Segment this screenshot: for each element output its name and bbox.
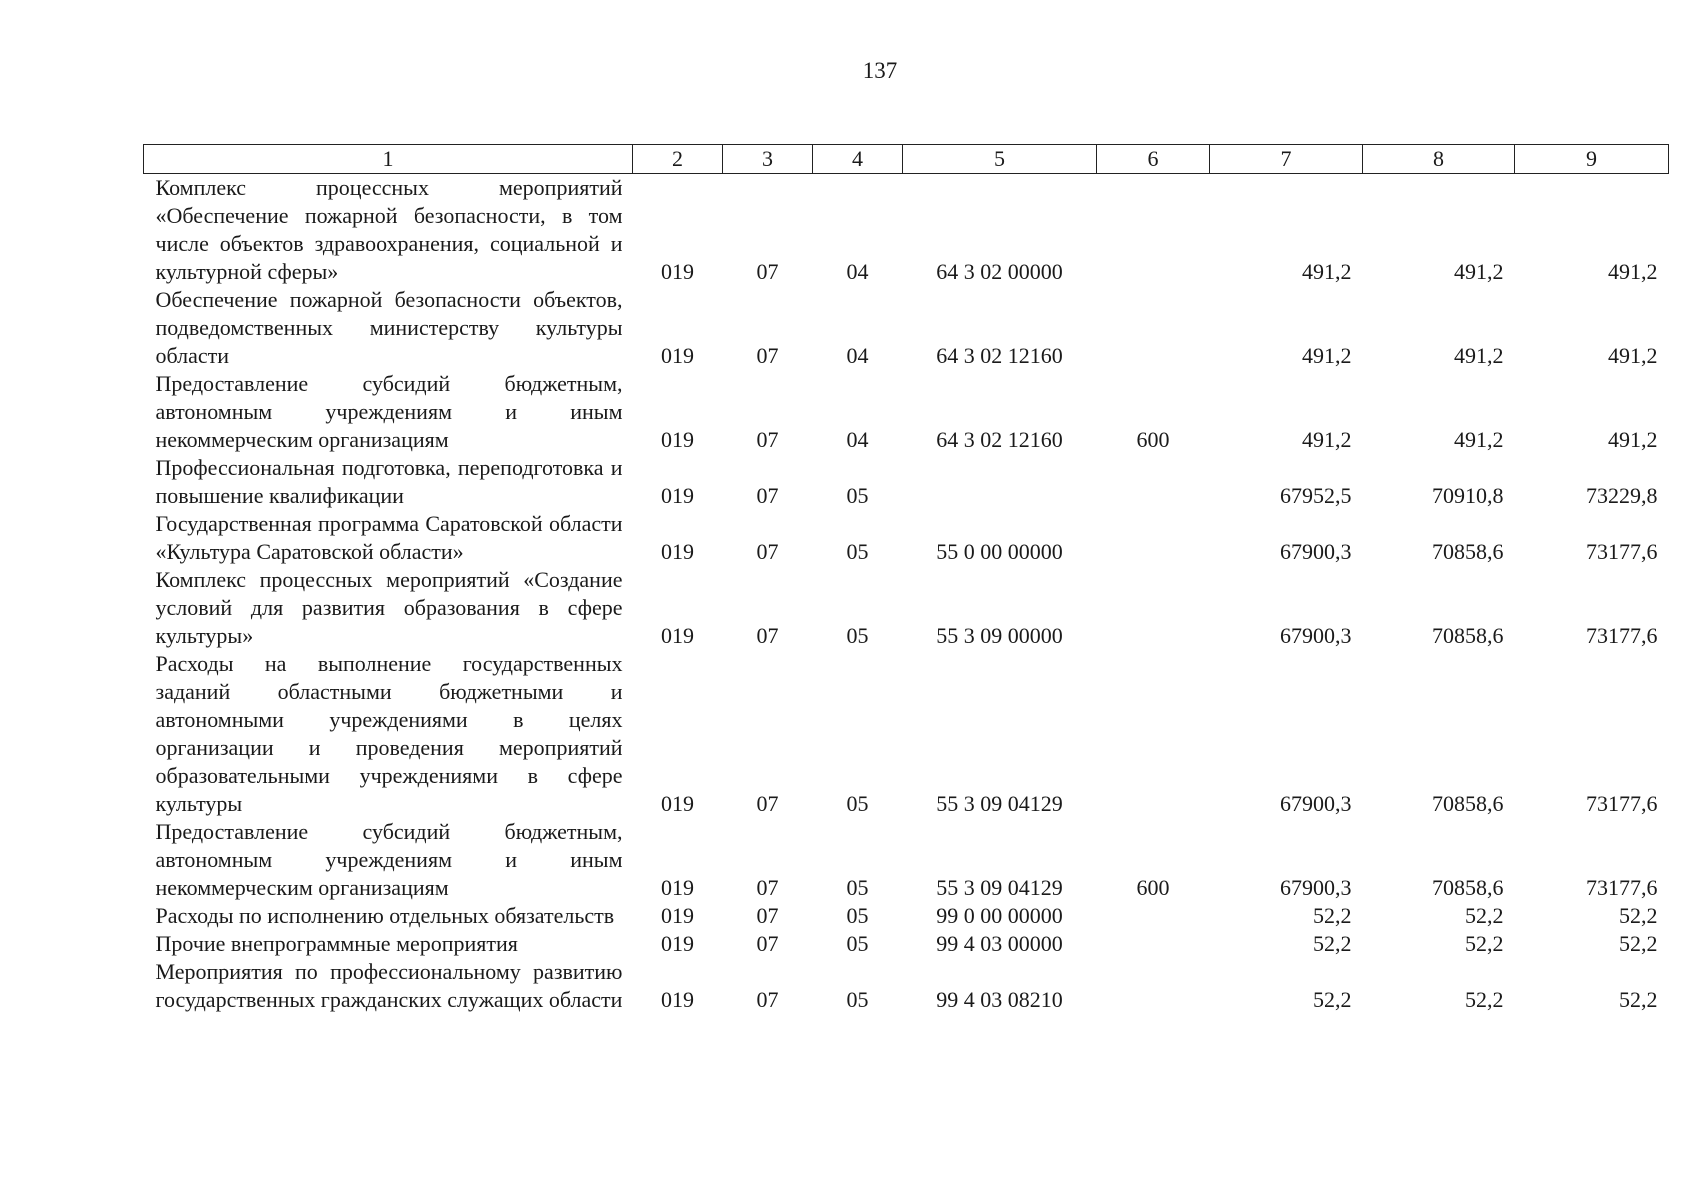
- amount-col-8: 70858,6: [1432, 791, 1504, 816]
- expense-name: Предоставление субсидий бюджетным, автономным учреждениям и иным некоммерческим организациям: [155, 371, 623, 452]
- expense-type-code: [1097, 454, 1210, 510]
- table-row: [144, 370, 1669, 454]
- section-code: 07: [756, 875, 779, 900]
- expense-type-code: [1097, 566, 1210, 650]
- ministry-code: 019: [661, 931, 694, 956]
- section-code: 07: [756, 427, 779, 452]
- table-row: [144, 902, 1669, 930]
- amount-col-7: 67900,3: [1280, 791, 1352, 816]
- amount-col-9: 52,2: [1619, 903, 1658, 928]
- amount-col-7: 52,2: [1313, 987, 1352, 1012]
- table-row: [144, 818, 1669, 902]
- expense-type-code: [1097, 650, 1210, 818]
- amount-col-9: 52,2: [1619, 987, 1658, 1012]
- header-col-3: 3: [723, 145, 813, 174]
- amount-col-7: 52,2: [1313, 931, 1352, 956]
- header-col-7: 7: [1210, 145, 1363, 174]
- ministry-code: 019: [661, 343, 694, 368]
- header-col-8: 8: [1363, 145, 1515, 174]
- section-code: 07: [756, 931, 779, 956]
- expense-type-code: 600: [1136, 427, 1170, 452]
- amount-col-8: 70910,8: [1432, 483, 1504, 508]
- header-col-1: 1: [144, 145, 633, 174]
- subsection-code: 04: [846, 343, 869, 368]
- target-article-code: 64 3 02 12160: [936, 343, 1063, 368]
- subsection-code: 05: [846, 623, 869, 648]
- subsection-code: 05: [846, 791, 869, 816]
- subsection-code: 05: [846, 987, 869, 1012]
- amount-col-7: 67900,3: [1280, 539, 1352, 564]
- target-article-code: 99 4 03 08210: [936, 987, 1063, 1012]
- table-row: [144, 454, 1669, 510]
- header-col-9: 9: [1515, 145, 1669, 174]
- header-row: [144, 145, 1669, 174]
- expense-name: Расходы по исполнению отдельных обязательств: [155, 903, 615, 928]
- expense-name: Мероприятия по профессиональному развитию государственных гражданских служащих области: [155, 959, 623, 1012]
- amount-col-8: 52,2: [1465, 903, 1504, 928]
- table-body: [144, 174, 1669, 1015]
- amount-col-7: 491,2: [1302, 259, 1352, 284]
- expense-name: Прочие внепрограммные мероприятия: [155, 931, 518, 956]
- target-article-code: 64 3 02 00000: [936, 259, 1063, 284]
- expense-name: Обеспечение пожарной безопасности объектов, подведомственных министерству культуры области: [155, 287, 623, 368]
- amount-col-9: 73177,6: [1586, 875, 1658, 900]
- expense-name: Комплекс процессных мероприятий «Обеспечение пожарной безопасности, в том числе объектов здравоохранения, социальной и культурной сферы»: [155, 175, 623, 284]
- section-code: 07: [756, 539, 779, 564]
- amount-col-7: 491,2: [1302, 343, 1352, 368]
- expense-name: Предоставление субсидий бюджетным, автономным учреждениям и иным некоммерческим организациям: [155, 819, 623, 900]
- section-code: 07: [756, 343, 779, 368]
- ministry-code: 019: [661, 987, 694, 1012]
- amount-col-8: 491,2: [1454, 343, 1504, 368]
- header-col-4: 4: [813, 145, 903, 174]
- expense-name: Государственная программа Саратовской области «Культура Саратовской области»: [155, 511, 623, 564]
- target-article-code: 55 3 09 04129: [936, 791, 1063, 816]
- expense-type-code: [1097, 902, 1210, 930]
- subsection-code: 05: [846, 483, 869, 508]
- target-article-code: 55 3 09 04129: [936, 875, 1063, 900]
- subsection-code: 05: [846, 903, 869, 928]
- subsection-code: 05: [846, 875, 869, 900]
- amount-col-9: 73229,8: [1586, 483, 1658, 508]
- amount-col-8: 52,2: [1465, 931, 1504, 956]
- expense-type-code: [1097, 510, 1210, 566]
- table-row: [144, 650, 1669, 818]
- amount-col-8: 491,2: [1454, 259, 1504, 284]
- amount-col-9: 73177,6: [1586, 623, 1658, 648]
- ministry-code: 019: [661, 259, 694, 284]
- section-code: 07: [756, 259, 779, 284]
- header-col-6: 6: [1097, 145, 1210, 174]
- table-row: [144, 930, 1669, 958]
- table-header: [144, 145, 1669, 174]
- ministry-code: 019: [661, 427, 694, 452]
- target-article-code: 99 4 03 00000: [936, 931, 1063, 956]
- ministry-code: 019: [661, 875, 694, 900]
- section-code: 07: [756, 483, 779, 508]
- page-number: 137: [862, 58, 898, 83]
- section-code: 07: [756, 623, 779, 648]
- amount-col-7: 491,2: [1302, 427, 1352, 452]
- target-article-code: 64 3 02 12160: [936, 427, 1063, 452]
- amount-col-8: 52,2: [1465, 987, 1504, 1012]
- section-code: 07: [756, 791, 779, 816]
- amount-col-7: 67952,5: [1280, 483, 1352, 508]
- expense-type-code: [1097, 286, 1210, 370]
- expense-name: Расходы на выполнение государственных заданий областными бюджетными и автономными учреждениями в целях организации и проведения мероприятий образовательными учреждениями в сфере культуры: [155, 651, 623, 816]
- amount-col-9: 73177,6: [1586, 539, 1658, 564]
- amount-col-8: 70858,6: [1432, 539, 1504, 564]
- target-article-code: 99 0 00 00000: [936, 903, 1063, 928]
- amount-col-9: 491,2: [1608, 259, 1658, 284]
- amount-col-8: 70858,6: [1432, 623, 1504, 648]
- header-col-5: 5: [903, 145, 1097, 174]
- amount-col-9: 491,2: [1608, 343, 1658, 368]
- target-article-code: 55 3 09 00000: [936, 623, 1063, 648]
- expense-type-code: 600: [1136, 875, 1170, 900]
- amount-col-7: 67900,3: [1280, 875, 1352, 900]
- target-article-code: 55 0 00 00000: [936, 539, 1063, 564]
- section-code: 07: [756, 987, 779, 1012]
- budget-table: [143, 144, 1669, 1014]
- table-row: [144, 510, 1669, 566]
- table-row: [144, 174, 1669, 287]
- expense-name: Комплекс процессных мероприятий «Создание условий для развития образования в сфере культуры»: [155, 567, 623, 648]
- table-row: [144, 286, 1669, 370]
- subsection-code: 05: [846, 539, 869, 564]
- expense-type-code: [1097, 958, 1210, 1014]
- amount-col-8: 70858,6: [1432, 875, 1504, 900]
- subsection-code: 04: [846, 427, 869, 452]
- amount-col-8: 491,2: [1454, 427, 1504, 452]
- ministry-code: 019: [661, 483, 694, 508]
- amount-col-7: 67900,3: [1280, 623, 1352, 648]
- ministry-code: 019: [661, 791, 694, 816]
- ministry-code: 019: [661, 903, 694, 928]
- table-row: [144, 958, 1669, 1014]
- subsection-code: 05: [846, 931, 869, 956]
- expense-type-code: [1097, 930, 1210, 958]
- amount-col-7: 52,2: [1313, 903, 1352, 928]
- header-col-2: 2: [633, 145, 723, 174]
- expense-name: Профессиональная подготовка, переподготовка и повышение квалификации: [155, 455, 623, 508]
- ministry-code: 019: [661, 623, 694, 648]
- target-article-code: [903, 454, 1097, 510]
- expense-type-code: [1097, 174, 1210, 287]
- subsection-code: 04: [846, 259, 869, 284]
- section-code: 07: [756, 903, 779, 928]
- table-row: [144, 566, 1669, 650]
- amount-col-9: 52,2: [1619, 931, 1658, 956]
- amount-col-9: 73177,6: [1586, 791, 1658, 816]
- amount-col-9: 491,2: [1608, 427, 1658, 452]
- ministry-code: 019: [661, 539, 694, 564]
